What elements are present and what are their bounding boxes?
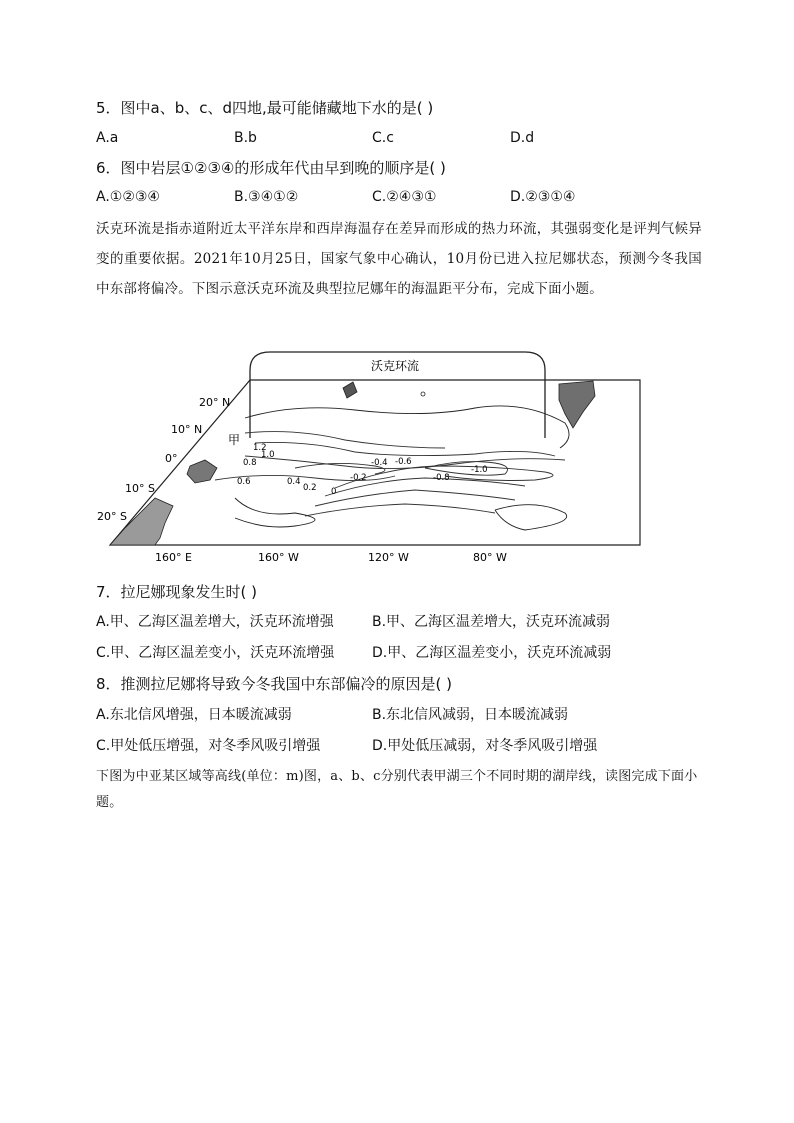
q7-option-c: C.甲、乙海区温差变小，沃克环流增强 [96, 645, 335, 661]
contour-map-passage: 下图为中亚某区域等高线(单位：m)图，a、b、c分别代表甲湖三个不同时期的湖岸线，读图完成下面小题。 [96, 769, 698, 810]
lat-label-10s: 10° S [125, 482, 155, 495]
q7-option-b: B.甲、乙海区温差增大，沃克环流减弱 [372, 614, 611, 630]
q5-option-c: C.c [372, 130, 394, 146]
q5-option-a: A.a [96, 130, 119, 146]
indonesia-land [187, 460, 217, 483]
contour-label: 0 [331, 487, 337, 497]
contour-label: -0.6 [395, 457, 412, 467]
q6-option-c: C.②④③① [372, 189, 437, 205]
lon-label-160w: 160° W [258, 551, 299, 564]
q8-option-a: A.东北信风增强，日本暖流减弱 [96, 707, 292, 723]
contour-label: 0.6 [237, 477, 251, 487]
lat-label-equator: 0° [165, 452, 178, 465]
q7-option-d: D.甲、乙海区温差变小，沃克环流减弱 [372, 645, 612, 661]
question-5-stem: 5．图中a、b、c、d四地,最可能储藏地下水的是( ) [96, 99, 434, 117]
question-7-stem: 7．拉尼娜现象发生时( ) [96, 583, 258, 601]
q8-option-c: C.甲处低压增强，对冬季风吸引增强 [96, 738, 321, 754]
q8-option-b: B.东北信风减弱，日本暖流减弱 [372, 707, 569, 723]
lat-label-20s: 20° S [97, 510, 127, 523]
q8-option-d: D.甲处低压减弱，对冬季风吸引增强 [372, 738, 598, 754]
contour-label: 0.4 [287, 477, 301, 487]
lon-label-80w: 80° W [473, 551, 507, 564]
q5-option-b: B.b [234, 130, 257, 146]
q6-option-d: D.②③①④ [510, 189, 576, 205]
q5-option-d: D.d [510, 130, 535, 146]
question-8-stem: 8．推测拉尼娜将导致今冬我国中东部偏冷的原因是( ) [96, 675, 453, 693]
central-america-land [559, 381, 595, 428]
lat-label-20n: 20° N [199, 396, 231, 409]
contour-label: -0.4 [371, 458, 388, 468]
question-6-stem: 6．图中岩层①②③④的形成年代由早到晚的顺序是( ) [96, 159, 446, 177]
contour-label: 0.8 [243, 458, 257, 468]
contour-label: -0.8 [433, 473, 450, 483]
contour-label: -0.2 [350, 473, 367, 483]
walker-circulation-map [95, 348, 655, 568]
lat-label-10n: 10° N [171, 423, 203, 436]
point-jia-label: 甲 [228, 433, 241, 447]
q6-option-a: A.①②③④ [96, 189, 160, 205]
contour-label: -1.0 [471, 465, 488, 475]
contour-label: 1.2 [253, 443, 267, 453]
lon-label-160e: 160° E [155, 551, 192, 564]
island-land [343, 382, 357, 398]
lon-label-120w: 120° W [368, 551, 409, 564]
map-title: 沃克环流 [371, 359, 420, 373]
contour-label: 0.2 [303, 483, 317, 493]
q6-option-b: B.③④①② [234, 189, 299, 205]
q7-option-a: A.甲、乙海区温差增大，沃克环流增强 [96, 614, 334, 630]
contour-label: 1.0 [261, 450, 275, 460]
walker-circulation-passage: 沃克环流是指赤道附近太平洋东岸和西岸海温存在差异而形成的热力环流，其强弱变化是评判气候异变的重要依据。2021年10月25日，国家气象中心确认，10月份已进入拉尼娜状态，预测今冬我国中东部将偏冷。下图示意沃克环流及典型拉尼娜年的海温距平分布，完成下面小题。 [96, 221, 702, 297]
